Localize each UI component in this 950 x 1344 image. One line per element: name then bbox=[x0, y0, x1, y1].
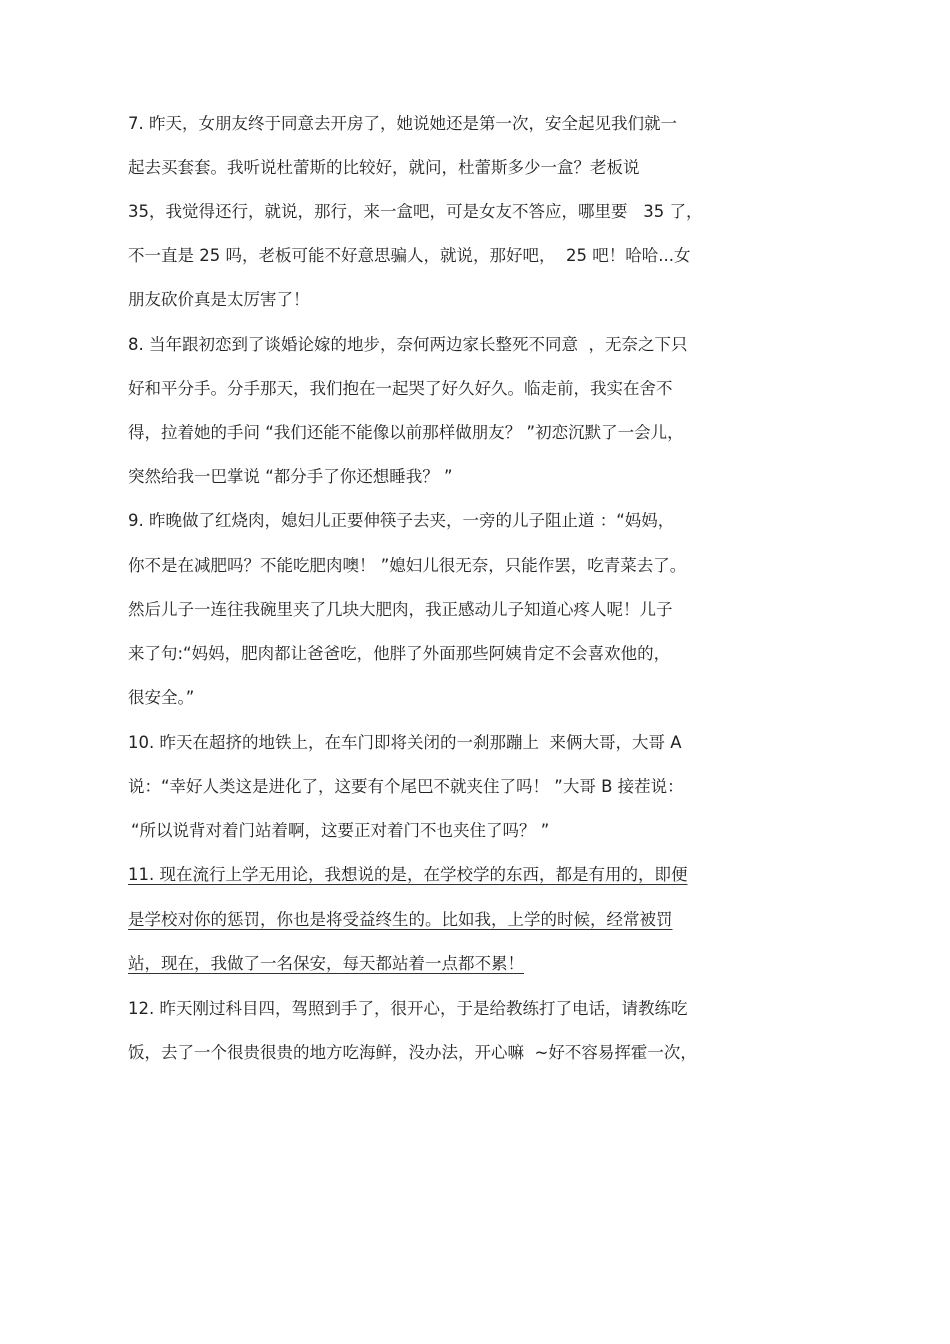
text-line: 9. 昨晚做了红烧肉，媳妇儿正要伸筷子去夹，一旁的儿子阻止道 ：“妈妈， bbox=[128, 511, 675, 530]
text-line: 然后儿子一连往我碗里夹了几块大肥肉，我正感动儿子知道心疼人呢！儿子 bbox=[128, 600, 673, 619]
underlined-text-line: 是学校对你的惩罚，你也是将受益终生的。比如我，上学的时候，经常被罚 bbox=[128, 910, 673, 929]
text-line: 突然给我一巴掌说 “都分手了你还想睡我？ ” bbox=[128, 467, 453, 486]
text-line: 说：“幸好人类这是进化了，这要有个尾巴不就夹住了吗！ ”大哥 B 接茬说： bbox=[128, 777, 684, 796]
text-line: 你不是在减肥吗？不能吃肥肉噢！ ”媳妇儿很无奈，只能作罢，吃青菜去了。 bbox=[128, 556, 687, 575]
text-line: 好和平分手。分手那天，我们抱在一起哭了好久好久。临走前，我实在舍不 bbox=[128, 379, 673, 398]
text-line: 10. 昨天在超挤的地铁上，在车门即将关闭的一刹那蹦上 来俩大哥，大哥 A bbox=[128, 733, 682, 752]
text-line: 35，我觉得还行，就说，那行，来一盒吧，可是女友不答应，哪里要 35 了， bbox=[128, 202, 703, 221]
text-line: 8. 当年跟初恋到了谈婚论嫁的地步，奈何两边家长整死不同意 ，无奈之下只 bbox=[128, 335, 688, 354]
text-line: 7. 昨天，女朋友终于同意去开房了，她说她还是第一次，安全起见我们就一 bbox=[128, 114, 677, 133]
text-line: 起去买套套。我听说杜蕾斯的比较好，就问，杜蕾斯多少一盒？老板说 bbox=[128, 158, 640, 177]
text-line: 12. 昨天刚过科目四，驾照到手了，很开心，于是给教练打了电话，请教练吃 bbox=[128, 999, 688, 1018]
text-line: 朋友砍价真是太厉害了！ bbox=[128, 290, 310, 309]
underlined-text-line: 11. 现在流行上学无用论，我想说的是，在学校学的东西，都是有用的，即便 bbox=[128, 865, 688, 884]
text-line: 得，拉着她的手问 “我们还能不能像以前那样做朋友？ ”初恋沉默了一会儿， bbox=[128, 423, 684, 442]
text-line: 饭，去了一个很贵很贵的地方吃海鲜，没办法，开心嘛 ~好不容易挥霍一次， bbox=[128, 1043, 697, 1062]
text-line: 很安全。” bbox=[128, 688, 195, 707]
text-line: 来了句:“妈妈，肥肉都让爸爸吃，他胖了外面那些阿姨肯定不会喜欢他的， bbox=[128, 644, 671, 663]
underlined-text-line: 站，现在，我做了一名保安，每天都站着一点都不累！ bbox=[128, 954, 524, 973]
text-line: 不一直是 25 吗，老板可能不好意思骗人，就说，那好吧， 25 吧！哈哈...女 bbox=[128, 246, 691, 265]
text-line: “所以说背对着门站着啊，这要正对着门不也夹住了吗？ ” bbox=[131, 821, 550, 840]
